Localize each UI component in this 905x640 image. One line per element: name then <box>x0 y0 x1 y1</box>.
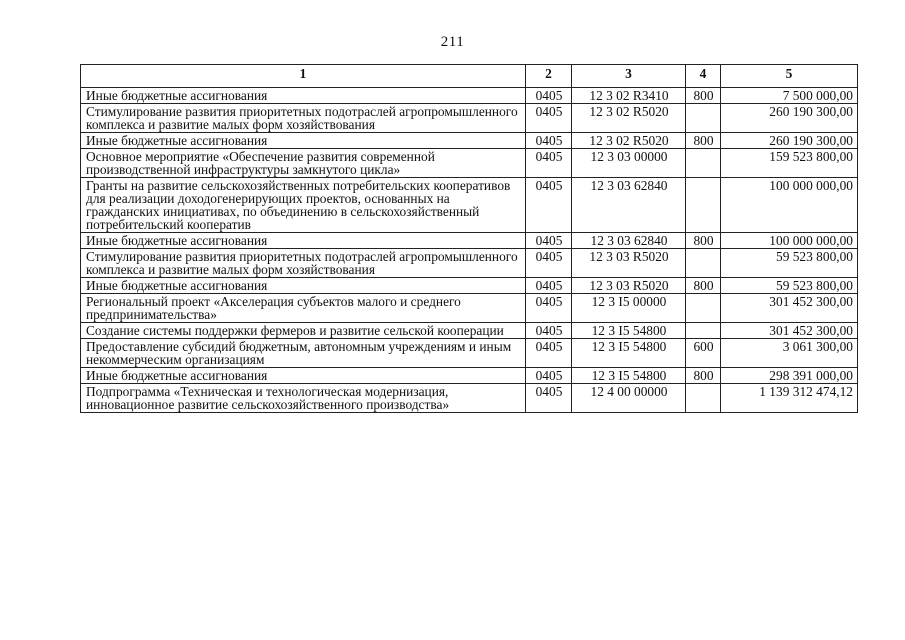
cell-section: 0405 <box>526 88 572 104</box>
header-col-5: 5 <box>721 65 858 88</box>
header-col-1: 1 <box>81 65 526 88</box>
cell-name: Иные бюджетные ассигнования <box>81 368 526 384</box>
cell-target-article: 12 3 I5 54800 <box>572 368 686 384</box>
cell-name: Иные бюджетные ассигнования <box>81 233 526 249</box>
cell-expense-type <box>686 384 721 413</box>
cell-expense-type <box>686 104 721 133</box>
cell-amount: 298 391 000,00 <box>721 368 858 384</box>
cell-amount: 100 000 000,00 <box>721 178 858 233</box>
cell-section: 0405 <box>526 249 572 278</box>
cell-amount: 301 452 300,00 <box>721 294 858 323</box>
table-row <box>81 133 858 149</box>
cell-section: 0405 <box>526 233 572 249</box>
cell-expense-type: 600 <box>686 339 721 368</box>
cell-expense-type <box>686 323 721 339</box>
cell-name: Основное мероприятие «Обеспечение развития современной производственной инфраструктуры замкнутого цикла» <box>81 149 526 178</box>
cell-section: 0405 <box>526 104 572 133</box>
cell-name: Региональный проект «Акселерация субъектов малого и среднего предпринимательства» <box>81 294 526 323</box>
cell-section: 0405 <box>526 294 572 323</box>
cell-amount: 59 523 800,00 <box>721 278 858 294</box>
cell-name: Стимулирование развития приоритетных подотраслей агропромышленного комплекса и развитие малых форм хозяйствования <box>81 104 526 133</box>
cell-name: Создание системы поддержки фермеров и развитие сельской кооперации <box>81 323 526 339</box>
header-col-2: 2 <box>526 65 572 88</box>
header-row <box>81 65 858 88</box>
cell-expense-type: 800 <box>686 278 721 294</box>
cell-expense-type: 800 <box>686 368 721 384</box>
cell-amount: 100 000 000,00 <box>721 233 858 249</box>
table-row <box>81 323 858 339</box>
cell-name: Предоставление субсидий бюджетным, автономным учреждениям и иным некоммерческим организациям <box>81 339 526 368</box>
table-row <box>81 294 858 323</box>
header-col-3: 3 <box>572 65 686 88</box>
budget-table <box>80 64 858 413</box>
header-col-4: 4 <box>686 65 721 88</box>
cell-amount: 1 139 312 474,12 <box>721 384 858 413</box>
cell-amount: 59 523 800,00 <box>721 249 858 278</box>
cell-target-article: 12 3 03 R5020 <box>572 278 686 294</box>
cell-expense-type: 800 <box>686 133 721 149</box>
cell-target-article: 12 3 03 62840 <box>572 233 686 249</box>
cell-amount: 3 061 300,00 <box>721 339 858 368</box>
table-row <box>81 339 858 368</box>
cell-amount: 260 190 300,00 <box>721 104 858 133</box>
cell-target-article: 12 3 03 00000 <box>572 149 686 178</box>
table-row <box>81 233 858 249</box>
cell-name: Иные бюджетные ассигнования <box>81 278 526 294</box>
cell-amount: 301 452 300,00 <box>721 323 858 339</box>
cell-target-article: 12 3 I5 54800 <box>572 339 686 368</box>
cell-name: Подпрограмма «Техническая и технологическая модернизация, инновационное развитие сельскохозяйственного производства» <box>81 384 526 413</box>
cell-expense-type <box>686 178 721 233</box>
cell-expense-type <box>686 149 721 178</box>
cell-amount: 7 500 000,00 <box>721 88 858 104</box>
page-number: 211 <box>440 34 465 50</box>
table-row <box>81 368 858 384</box>
cell-target-article: 12 4 00 00000 <box>572 384 686 413</box>
table-row <box>81 149 858 178</box>
cell-target-article: 12 3 02 R5020 <box>572 133 686 149</box>
cell-target-article: 12 3 03 62840 <box>572 178 686 233</box>
cell-section: 0405 <box>526 339 572 368</box>
cell-amount: 260 190 300,00 <box>721 133 858 149</box>
cell-target-article: 12 3 02 R3410 <box>572 88 686 104</box>
cell-section: 0405 <box>526 384 572 413</box>
cell-expense-type: 800 <box>686 233 721 249</box>
cell-expense-type <box>686 294 721 323</box>
cell-target-article: 12 3 03 R5020 <box>572 249 686 278</box>
cell-section: 0405 <box>526 149 572 178</box>
cell-name: Иные бюджетные ассигнования <box>81 88 526 104</box>
table-row <box>81 278 858 294</box>
cell-target-article: 12 3 I5 00000 <box>572 294 686 323</box>
table-body <box>81 88 858 413</box>
table-row <box>81 178 858 233</box>
table-row <box>81 104 858 133</box>
cell-name: Стимулирование развития приоритетных подотраслей агропромышленного комплекса и развитие малых форм хозяйствования <box>81 249 526 278</box>
table-row <box>81 249 858 278</box>
cell-section: 0405 <box>526 178 572 233</box>
cell-target-article: 12 3 I5 54800 <box>572 323 686 339</box>
cell-section: 0405 <box>526 368 572 384</box>
cell-expense-type <box>686 249 721 278</box>
cell-amount: 159 523 800,00 <box>721 149 858 178</box>
table-row <box>81 384 858 413</box>
cell-name: Иные бюджетные ассигнования <box>81 133 526 149</box>
table-row <box>81 88 858 104</box>
cell-name: Гранты на развитие сельскохозяйственных потребительских кооперативов для реализации доходогенерирующих проектов, основанных на гражданских инициативах, по объединению в сельскохозяйственный потребительский кооператив <box>81 178 526 233</box>
cell-expense-type: 800 <box>686 88 721 104</box>
cell-target-article: 12 3 02 R5020 <box>572 104 686 133</box>
cell-section: 0405 <box>526 133 572 149</box>
cell-section: 0405 <box>526 323 572 339</box>
cell-section: 0405 <box>526 278 572 294</box>
